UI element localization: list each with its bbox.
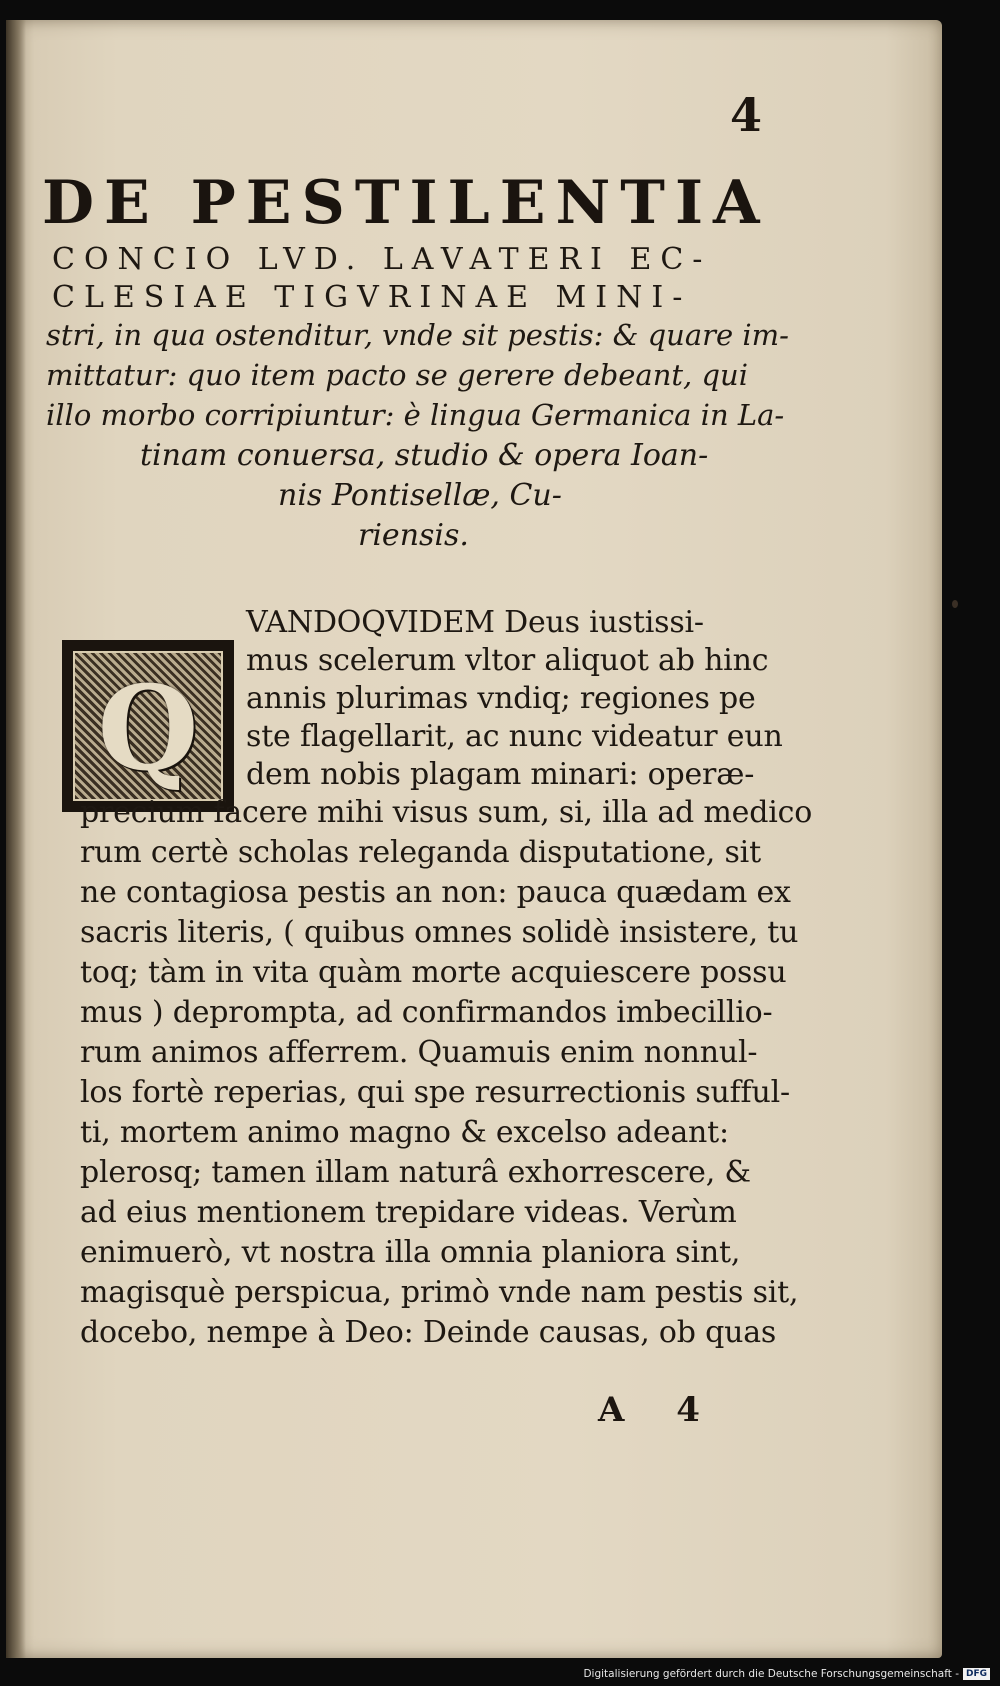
ink-spot: [952, 600, 958, 608]
body-text-line: ste flagellarit, ac nunc videatur eun: [246, 719, 783, 754]
page-number: 4: [730, 88, 763, 142]
body-text-line: rum certè scholas releganda disputatione, sit: [80, 835, 761, 870]
body-text-line: magisquè perspicua, primò vnde nam pestis sit,: [80, 1275, 799, 1310]
body-text-line: ne contagiosa pestis an non: pauca quædam ex: [80, 875, 791, 910]
subtitle-caps-line: CONCIO LVD. LAVATERI EC-: [52, 242, 712, 277]
signature-mark: A 4: [598, 1390, 720, 1430]
body-text-line: ad eius mentionem trepidare videas. Verùm: [80, 1195, 737, 1230]
body-text-line: enimuerò, vt nostra illa omnia planiora sint,: [80, 1235, 741, 1270]
digitization-credit: [583, 1668, 990, 1680]
credit-text: Digitalisierung gefördert durch die Deutsche Forschungsgemeinschaft -: [583, 1668, 959, 1680]
body-text-line: toq; tàm in vita quàm morte acquiescere possu: [80, 955, 787, 990]
subtitle-italic-line: mittatur: quo item pacto se gerere debeant, qui: [46, 358, 748, 392]
subtitle-italic-line: stri, in qua ostenditur, vnde sit pestis: & quare im-: [46, 318, 789, 352]
page-binding-shadow: [6, 20, 26, 1658]
body-text-line: ti, mortem animo magno & excelso adeant:: [80, 1115, 729, 1150]
decorated-initial-letter: Q: [97, 661, 199, 797]
body-text-line: plerosq; tamen illam naturâ exhorrescere, &: [80, 1155, 751, 1190]
body-text-line: docebo, nempe à Deo: Deinde causas, ob quas: [80, 1315, 777, 1350]
body-text-line: los fortè reperias, qui spe resurrectionis sufful-: [80, 1075, 790, 1110]
body-text-line: VANDOQVIDEM Deus iustissi-: [246, 605, 704, 640]
subtitle-italic-line: tinam conuersa, studio & opera Ioan-: [140, 438, 709, 473]
subtitle-caps-line: CLESIAE TIGVRINAE MINI-: [52, 280, 692, 315]
body-text-line: annis plurimas vndiq; regiones pe: [246, 681, 756, 716]
dfg-logo: DFG: [963, 1668, 990, 1680]
body-text-line: mus scelerum vltor aliquot ab hinc: [246, 643, 769, 678]
body-text-line: dem nobis plagam minari: operæ-: [246, 757, 755, 792]
body-text-line: precium facere mihi visus sum, si, illa ad medico: [80, 795, 813, 830]
body-text-line: sacris literis, ( quibus omnes solidè insistere, tu: [80, 915, 799, 950]
subtitle-italic-line: riensis.: [358, 518, 469, 553]
body-text-line: rum animos afferrem. Quamuis enim nonnul-: [80, 1035, 758, 1070]
subtitle-italic-line: illo morbo corripiuntur: è lingua Germanica in La-: [46, 398, 785, 432]
subtitle-italic-line: nis Pontisellæ, Cu-: [278, 478, 562, 513]
decorated-initial: [62, 640, 234, 812]
book-page: [6, 20, 942, 1658]
page-title: DE PESTILENTIA: [42, 168, 770, 238]
body-text-line: mus ) deprompta, ad confirmandos imbecillio-: [80, 995, 773, 1030]
